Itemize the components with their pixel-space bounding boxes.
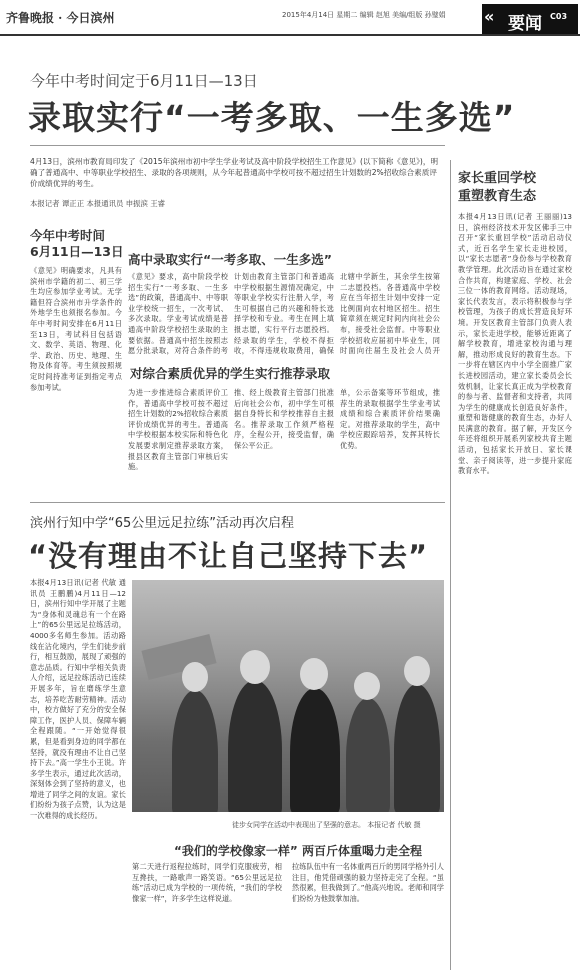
issue-meta: 2015年4月14日 星期二 编辑 赵旭 美编/组版 孙璧娟: [282, 11, 446, 19]
column-text: 为进一步推进综合素质评价工作，普通高中学校可按不超过招生计划数的2%招收综合素质评价成绩优异的考生。普通高中学校根据本校实际和特色化发展要求制定推荐录取方案，报县区教育主管部门审核后实施。: [128, 388, 228, 472]
news-photo: [132, 580, 444, 812]
page-header: [0, 0, 580, 36]
masthead-title: 齐鲁晚报 · 今日滨州: [6, 11, 115, 25]
column-text: 北辖中学新生，其余学生按第二志愿投档。各普通高中学校应在当年招生计划中安排一定比例面向农村地区招生。招生简章须在规定时间内向社会公布，接受社会监督。中等职业学校招收应届初中毕业生，同时面向往届生及社会人员开: [340, 272, 440, 356]
divider: [30, 145, 445, 146]
subhead-exam-time: 今年中考时间 6月11日—13日: [30, 228, 124, 259]
column-text: 单，公示备案等环节组成，推荐生的录取根据学生学业考试成绩和综合素质评价结果确定。对推荐录取的学生，高中学校应跟踪培养，发挥其特长优势。: [340, 388, 440, 450]
lead-byline: 本报记者 谭正正 本报通讯员 申振滨 王睿: [30, 199, 166, 208]
divider: [30, 502, 445, 503]
lead-headline: 录取实行“一考多取、一生多选”: [28, 98, 516, 137]
subhead-admission: 高中录取实行“一考多取、一生多选”: [128, 252, 332, 267]
side-headline: 家长重回学校 重塑教育生态: [458, 171, 537, 204]
double-chevron-icon: «: [484, 7, 495, 26]
column-text: 拉练队伍中有一名体重两百斤的男同学格外引人注目，他凭借顽强的毅力坚持走完了全程。“虽然很累，但我做到了。”他高兴地说。老师和同学们纷纷为他鼓掌加油。: [292, 862, 444, 903]
column-divider: [450, 160, 451, 970]
column-text: 第二天进行返程拉练时，同学们克服疲劳，相互搀扶，一路歌声一路笑语。“65公里远足拉练”活动已成为学校的一项传统，“我们的学校像家一样”，许多学生这样说道。: [132, 862, 282, 903]
lead-paragraph: 4月13日，滨州市教育局印发了《2015年滨州市初中学生学业考试及高中阶段学校招生工作意见》(以下简称《意见》)，明确了普通高中、中等职业学校招生、录取的各项规则，从今年起普通高中学校可按不超过招生计划数的2%招收综合素质评价成绩优异的考生。: [30, 157, 439, 188]
column-text: 《意见》明确要求，凡具有滨州市学籍的初二、初三学生均应参加学业考试。无学籍但符合滨州市升学条件的外地学生也须报名参加。今年中考时间安排在6月11日至13日，考试科目包括语文、数学、英语、物理、化学、政治、历史、地理、生物及体育等。考生须按照规定时间持准考证到指定考点参加考试。: [30, 266, 122, 392]
column-text: 计划由教育主管部门和普通高中学校根据生源情况确定，中等职业学校实行注册入学，考生可根据自己的兴趣和特长选择学校和专业。考生在网上填报志愿，实行平行志愿投档。经录取的学生，学校不得拒收，不得违规收取费用，确保: [234, 272, 334, 356]
column-text: 《意见》要求，高中阶段学校招生实行“一考多取、一生多选”的政策，普通高中、中等职业学校统一招生，一次考试、多次录取。学业考试成绩是普通高中阶段学校招生录取的主要依据。普通高中招生按照志愿分批录取，对符合条件的考: [128, 272, 228, 356]
subhead-school-home: “我们的学校像家一样”: [174, 844, 298, 858]
subhead-recommend: 对综合素质优异的学生实行推荐录取: [130, 366, 331, 381]
column-text: 推、经上级教育主管部门批准后向社会公布，初中学生可根据自身特长和学校推荐自主报名。推荐录取工作须严格程序，全程公开，接受监督，确保公平公正。: [234, 388, 334, 450]
side-article-text: 本报4月13日讯(记者 王丽丽)13日，滨州经济技术开发区佛手三中召开“家长重回学校”活动启动仪式，近百名学生家长走进校园，以“家长志愿者”身份参与学校教育教学管理。此次活动旨在通过家校合作共育，构建家庭、学校、社会三位一体的教育网络。活动现场，家长代表发言，表示将积极参与学校管理，为孩子的成长营造良好环境。开发区教育主管部门负责人表示，家长走进学校，能够近距离了解学校教育，增进家校沟通与理解，推动形成良好的教育生态。下一步将在辖区内中小学全面推广家长进校园活动，建立家长委员会长效机制，让家长真正成为学校教育的参与者、监督者和支持者，共同为学生的健康成长创造良好条件，重塑和谐健康的教育生态，办好人民满意的教育。据了解，开发区今年还将组织开展系列家校共育主题活动，包括家长开放日、家长课堂、亲子阅读等，进一步提升家庭教育水平。: [458, 212, 572, 476]
subhead-heavy-student: 两百斤体重喝力走全程: [302, 844, 423, 858]
second-kicker: 滨州行知中学“65公里远足拉练”活动再次启程: [30, 516, 295, 531]
photo-caption: 徒步女同学在活动中表现出了坚强的意志。 本报记者 代敏 摄: [232, 821, 421, 829]
second-article-text: 本报4月13日讯(记者 代敏 通讯员 王鹏鹏)4月11日—12日，滨州行知中学开展了主题为“身体和灵魂总有一个在路上”的65公里远足拉练活动，4000多名师生参加。活动路线在沾化境内，学生们徒步前行，相互鼓励，展现了顽强的意志品质。行知中学相关负责人介绍，远足拉练活动已连续开展多年，旨在磨练学生意志，培养吃苦耐劳精神。活动中，校方做好了充分的安全保障工作，医护人员、保障车辆全程跟随。“一开始觉得很累，但是看到身边的同学都在坚持，就没有理由不让自己坚持下去。”高一学生小王说。许多学生表示，通过此次活动，深刻体会到了坚持的意义，也增进了同学之间的友谊。家长们纷纷为孩子点赞，认为这是一次难得的成长经历。: [30, 578, 126, 821]
lead-kicker: 今年中考时间定于6月11日—13日: [30, 72, 258, 90]
second-headline: “没有理由不让自己坚持下去”: [28, 539, 429, 573]
section-label: 要闻: [508, 14, 542, 34]
page-code: C03: [550, 12, 568, 21]
